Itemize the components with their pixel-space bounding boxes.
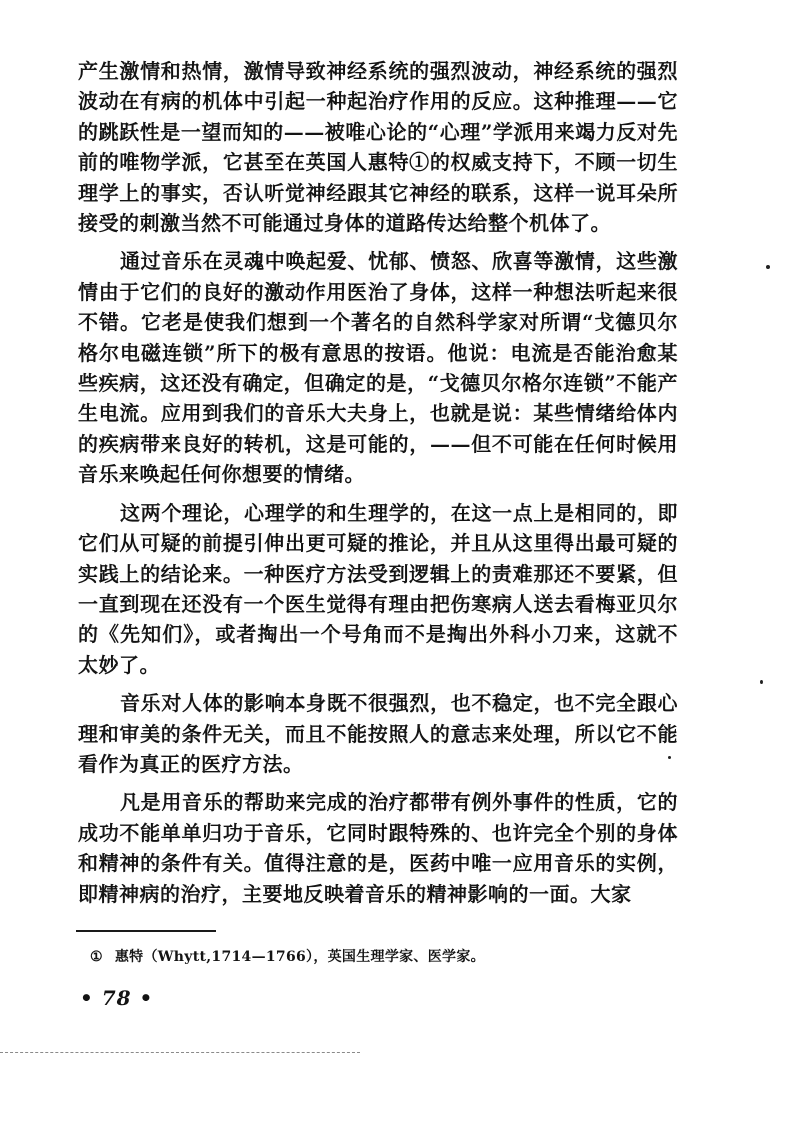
footnote-text: 惠特（Whytt,1714—1766），英国生理学家、医学家。 xyxy=(114,949,485,965)
footnote-divider xyxy=(76,930,216,932)
scan-artifact-line xyxy=(0,1052,360,1053)
page-number: • 78 • xyxy=(80,986,154,1010)
footnote-marker: ① xyxy=(90,949,103,965)
scan-speck xyxy=(766,265,770,269)
scan-speck xyxy=(668,756,671,759)
footnote xyxy=(90,946,650,968)
paragraph-4: 音乐对人体的影响本身既不很强烈，也不稳定，也不完全跟心理和审美的条件无关，而且不能按照人的意志来处理，所以它不能看作为真正的医疗方法。 xyxy=(78,691,678,776)
paragraph-3: 这两个理论，心理学的和生理学的，在这一点上是相同的，即它们从可疑的前提引伸出更可疑的推论，并且从这里得出最可疑的实践上的结论来。一种医疗方法受到逻辑上的责难那还不要紧，但一直到现在还没有一个医生觉得有理由把伤寒病人送去看梅亚贝尔的《先知们》，或者掏出一个号角而不是掏出外科小刀来，这就不太妙了。 xyxy=(78,500,678,677)
paragraph-2: 通过音乐在灵魂中唤起爱、忧郁、愤怒、欣喜等激情，这些激情由于它们的良好的激动作用医治了身体，这样一种想法听起来很不错。它老是使我们想到一个著名的自然科学家对所谓“戈德贝尔格尔电磁连锁”所下的极有意思的按语。他说：电流是否能治愈某些疾病，这还没有确定，但确定的是，“戈德贝尔格尔连锁”不能产生电流。应用到我们的音乐大夫身上，也就是说：某些情绪给体内的疾病带来良好的转机，这是可能的，——但不可能在任何时候用音乐来唤起任何你想要的情绪。 xyxy=(78,249,678,487)
body-text xyxy=(78,56,678,917)
paragraph-5: 凡是用音乐的帮助来完成的治疗都带有例外事件的性质，它的成功不能单单归功于音乐，它同时跟特殊的、也许完全个别的身体和精神的条件有关。值得注意的是，医药中唯一应用音乐的实例，即精神病的治疗，主要地反映着音乐的精神影响的一面。大家 xyxy=(78,790,678,906)
scan-speck xyxy=(760,680,763,684)
paragraph-1: 产生激情和热情，激情导致神经系统的强烈波动，神经系统的强烈波动在有病的机体中引起一种起治疗作用的反应。这种推理——它的跳跃性是一望而知的——被唯心论的“心理”学派用来竭力反对先前的唯物学派，它甚至在英国人惠特①的权威支持下，不顾一切生理学上的事实，否认听觉神经跟其它神经的联系，这样一说耳朵所接受的刺激当然不可能通过身体的道路传达给整个机体了。 xyxy=(78,59,678,236)
